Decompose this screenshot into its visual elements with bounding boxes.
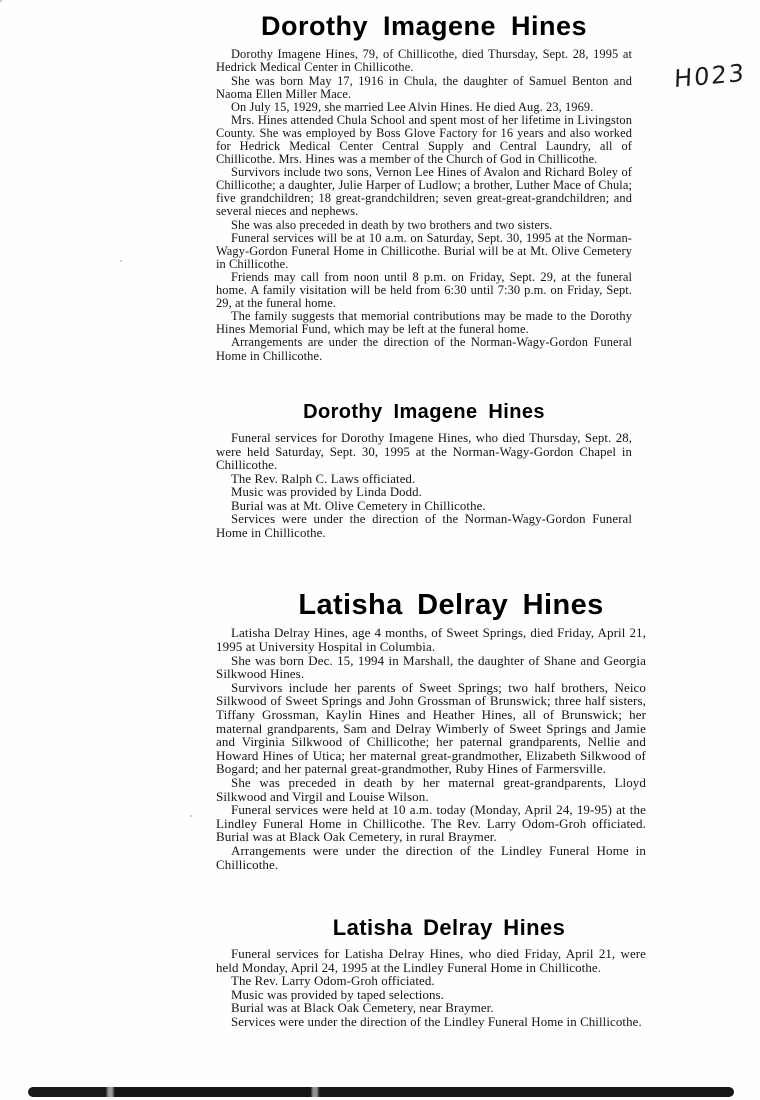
obituary-paragraph: The Rev. Ralph C. Laws officiated.: [231, 471, 416, 486]
obituary-body: [216, 48, 632, 362]
obituary-paragraph: Survivors include two sons, Vernon Lee Hines of Avalon and Richard Boley of Chillicothe; a daughter, Julie Harper of Ludlow; a brother, Luther Mace of Chula; five grandchildren; 18 great-grandchildren; seven great-great-grandchildren; and several nieces and nephews.: [216, 165, 632, 219]
handwritten-code: H023: [673, 58, 747, 94]
obituary-section-dorothy: [216, 12, 632, 363]
obituary-paragraph: Burial was at Black Oak Cemetery, near Braymer.: [231, 1001, 494, 1016]
obituary-title: Dorothy Imagene Hines: [303, 401, 545, 423]
funeral-notice-section-latisha: [216, 916, 646, 1029]
obituary-paragraph: Music was provided by Linda Dodd.: [231, 485, 422, 499]
funeral-notice-section-dorothy: [216, 402, 632, 540]
obituary-body: [216, 626, 646, 871]
obituary-title: Latisha Delray Hines: [332, 915, 566, 940]
obituary-paragraph: Funeral services for Dorothy Imagene Hines, who died Thursday, Sept. 28, were held Saturday, Sept. 30, 1995 at the Norman-Wagy-Gordon Chapel in Chillicothe.: [216, 431, 632, 472]
scan-noise-speck: [0, 0, 2, 2]
obituary-paragraph: She was also preceded in death by two brothers and two sisters.: [231, 217, 553, 232]
obituary-paragraph: She was preceded in death by her maternal great-grandparents, Lloyd Silkwood and Virgil and Louise Wilson.: [216, 774, 646, 804]
obituary-paragraph: Music was provided by taped selections.: [231, 987, 444, 1002]
obituary-body: [216, 432, 632, 540]
obituary-paragraph: Funeral services for Latisha Delray Hines, who died Friday, April 21, were held Monday, April 24, 1995 at the Lindley Funeral Home in Chillicothe.: [216, 947, 646, 975]
obituary-paragraph: Services were under the direction of the Norman-Wagy-Gordon Funeral Home in Chillicothe.: [216, 512, 632, 540]
obituary-paragraph: The family suggests that memorial contributions may be made to the Dorothy Hines Memorial Fund, which may be left at the funeral home.: [216, 309, 632, 337]
obituary-paragraph: Dorothy Imagene Hines, 79, of Chillicothe, died Thursday, Sept. 28, 1995 at Hedrick Medical Center in Chillicothe.: [216, 47, 632, 75]
obituary-paragraph: Funeral services will be at 10 a.m. on Saturday, Sept. 30, 1995 at the Norman-Wagy-Gordon Funeral Home in Chillicothe. Burial will be at Mt. Olive Cemetery in Chillicothe.: [216, 230, 632, 271]
obituary-paragraph: Arrangements were under the direction of the Lindley Funeral Home in Chillicothe.: [216, 842, 646, 872]
obituary-paragraph: The Rev. Larry Odom-Groh officiated.: [231, 974, 435, 989]
redaction-bar: [28, 1087, 734, 1097]
obituary-paragraph: On July 15, 1929, she married Lee Alvin Hines. He died Aug. 23, 1969.: [231, 99, 594, 114]
obituary-paragraph: Arrangements are under the direction of the Norman-Wagy-Gordon Funeral Home in Chillicothe.: [216, 335, 632, 363]
obituary-title: Dorothy Imagene Hines: [260, 11, 588, 41]
obituary-paragraph: Latisha Delray Hines, age 4 months, of Sweet Springs, died Friday, April 21, 1995 at University Hospital in Columbia.: [216, 625, 646, 655]
obituary-paragraph: Mrs. Hines attended Chula School and spent most of her lifetime in Livingston County. She was employed by Boss Glove Factory for 16 years and also worked for Hedrick Medical Center Central Supply and Central Laundry, all of Chillicothe. Mrs. Hines was a member of the Church of God in Chillicothe.: [216, 112, 632, 167]
obituary-paragraph: Services were under the direction of the Lindley Funeral Home in Chillicothe.: [231, 1014, 642, 1029]
obituary-paragraph: She was born May 17, 1916 in Chula, the daughter of Samuel Benton and Naoma Ellen Miller Mace.: [216, 73, 632, 101]
obituary-paragraph: Funeral services were held at 10 a.m. today (Monday, April 24, 19-95) at the Lindley Funeral Home in Chillicothe. The Rev. Larry Odom-Groh officiated. Burial was at Black Oak Cemetery, in rural Braymer.: [216, 802, 646, 845]
obituary-paragraph: Burial was at Mt. Olive Cemetery in Chillicothe.: [231, 498, 486, 513]
obituary-title: Latisha Delray Hines: [298, 589, 604, 621]
obituary-paragraph: She was born Dec. 15, 1994 in Marshall, the daughter of Shane and Georgia Silkwood Hines.: [216, 652, 646, 682]
obituary-body: [216, 948, 646, 1029]
obituary-section-latisha: [216, 590, 646, 871]
obituary-paragraph: Survivors include her parents of Sweet Springs; two half brothers, Neico Silkwood of Sweet Springs and John Grossman of Brunswick; three half sisters, Tiffany Grossman, Kaylin Hines and Heather Hines, all of Brunswick; her maternal grandparents, Sam and Delray Wimberly of Sweet Springs and Jamie and Virginia Silkwood of Chillicothe; her paternal grandparents, Nellie and Howard Hines of Utica; her maternal great-grandmother, Elizabeth Silkwood of Bogard; and her paternal great-grandmother, Ruby Hines of Farmersville.: [216, 679, 646, 777]
obituary-paragraph: Friends may call from noon until 8 p.m. on Friday, Sept. 29, at the funeral home. A family visitation will be held from 6:30 until 7:30 p.m. on Friday, Sept. 29, at the funeral home.: [216, 269, 632, 311]
